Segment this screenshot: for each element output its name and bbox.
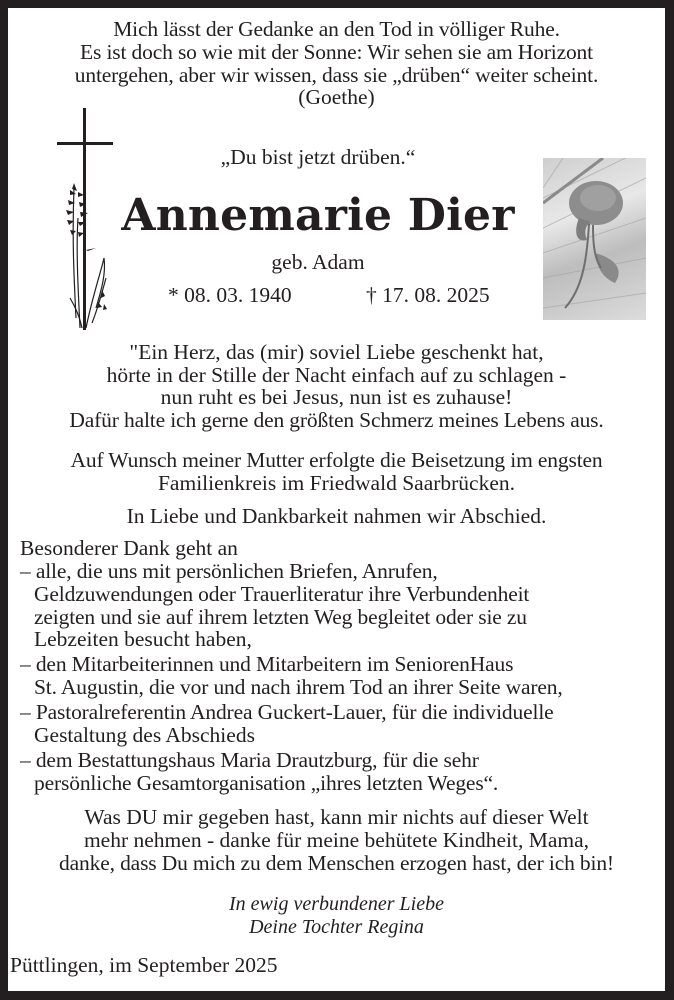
motto-attribution: (Goethe) bbox=[298, 85, 375, 109]
signature-line: In ewig verbundener Liebe bbox=[229, 893, 444, 915]
signature-line: Deine Tochter Regina bbox=[249, 916, 424, 938]
burial-line: Familienkreis im Friedwald Saarbrücken. bbox=[157, 471, 516, 495]
rose-photo bbox=[543, 158, 646, 320]
poem-line: nun ruht es bei Jesus, nun ist es zuhause! bbox=[160, 385, 513, 409]
thanks-item: – dem Bestattungshaus Maria Drautzburg, für die sehr bbox=[20, 748, 479, 772]
obituary-notice bbox=[8, 8, 665, 991]
poem-line: hörte in der Stille der Nacht einfach auf zu schlagen - bbox=[106, 363, 567, 387]
closing-line: Was DU mir gegeben hast, kann mir nichts auf dieser Welt bbox=[84, 805, 589, 829]
thanks-item-cont: St. Augustin, die vor und nach ihrem Tod an ihrer Seite waren, bbox=[34, 675, 563, 699]
poem-line: "Ein Herz, das (mir) soviel Liebe geschenkt hat, bbox=[129, 340, 544, 364]
motto-line: Mich lässt der Gedanke an den Tod in völliger Ruhe. bbox=[113, 17, 560, 41]
place-date: Püttlingen, im September 2025 bbox=[10, 953, 278, 977]
closing-line: danke, dass Du mich zu dem Menschen erzogen hast, der ich bin! bbox=[59, 851, 614, 875]
motto-line: Es ist doch so wie mit der Sonne: Wir sehen sie am Horizont bbox=[80, 40, 593, 64]
cross-horizontal bbox=[57, 142, 113, 145]
closing-line: mehr nehmen - danke für meine behütete Kindheit, Mama, bbox=[83, 828, 590, 852]
thanks-item-cont: zeigten und sie auf ihrem letzten Weg begleitet oder sie zu bbox=[34, 605, 527, 629]
subtitle-quote: „Du bist jetzt drüben.“ bbox=[220, 145, 416, 169]
thanks-item-cont: Lebzeiten besucht haben, bbox=[34, 627, 252, 651]
thanks-item: – den Mitarbeiterinnen und Mitarbeitern im SeniorenHaus bbox=[20, 652, 514, 676]
birth-date: * 08. 03. 1940 bbox=[168, 283, 292, 307]
thanks-item-cont: persönliche Gesamtorganisation „ihres letzten Weges“. bbox=[34, 771, 499, 795]
maiden-name: geb. Adam bbox=[271, 250, 365, 274]
motto-line: untergehen, aber wir wissen, dass sie „drüben“ weiter scheint. bbox=[74, 63, 599, 87]
thanks-item: – Pastoralreferentin Andrea Guckert-Lauer, für die individuelle bbox=[20, 700, 554, 724]
death-date: † 17. 08. 2025 bbox=[366, 283, 490, 307]
burial-line: Auf Wunsch meiner Mutter erfolgte die Beisetzung im engsten bbox=[70, 448, 603, 472]
rose-icon bbox=[543, 158, 646, 320]
thanks-item-cont: Gestaltung des Abschieds bbox=[34, 723, 255, 747]
thanks-item: – alle, die uns mit persönlichen Briefen, Anrufen, bbox=[20, 559, 438, 583]
thanks-intro: Besonderer Dank geht an bbox=[20, 536, 238, 560]
deceased-name: Annemarie Dier bbox=[121, 190, 515, 241]
thanks-item-cont: Geldzuwendungen oder Trauerliteratur ihre Verbundenheit bbox=[34, 582, 530, 606]
farewell-line: In Liebe und Dankbarkeit nahmen wir Abschied. bbox=[126, 504, 547, 528]
poem-line: Dafür halte ich gerne den größten Schmerz meines Lebens aus. bbox=[69, 408, 604, 432]
